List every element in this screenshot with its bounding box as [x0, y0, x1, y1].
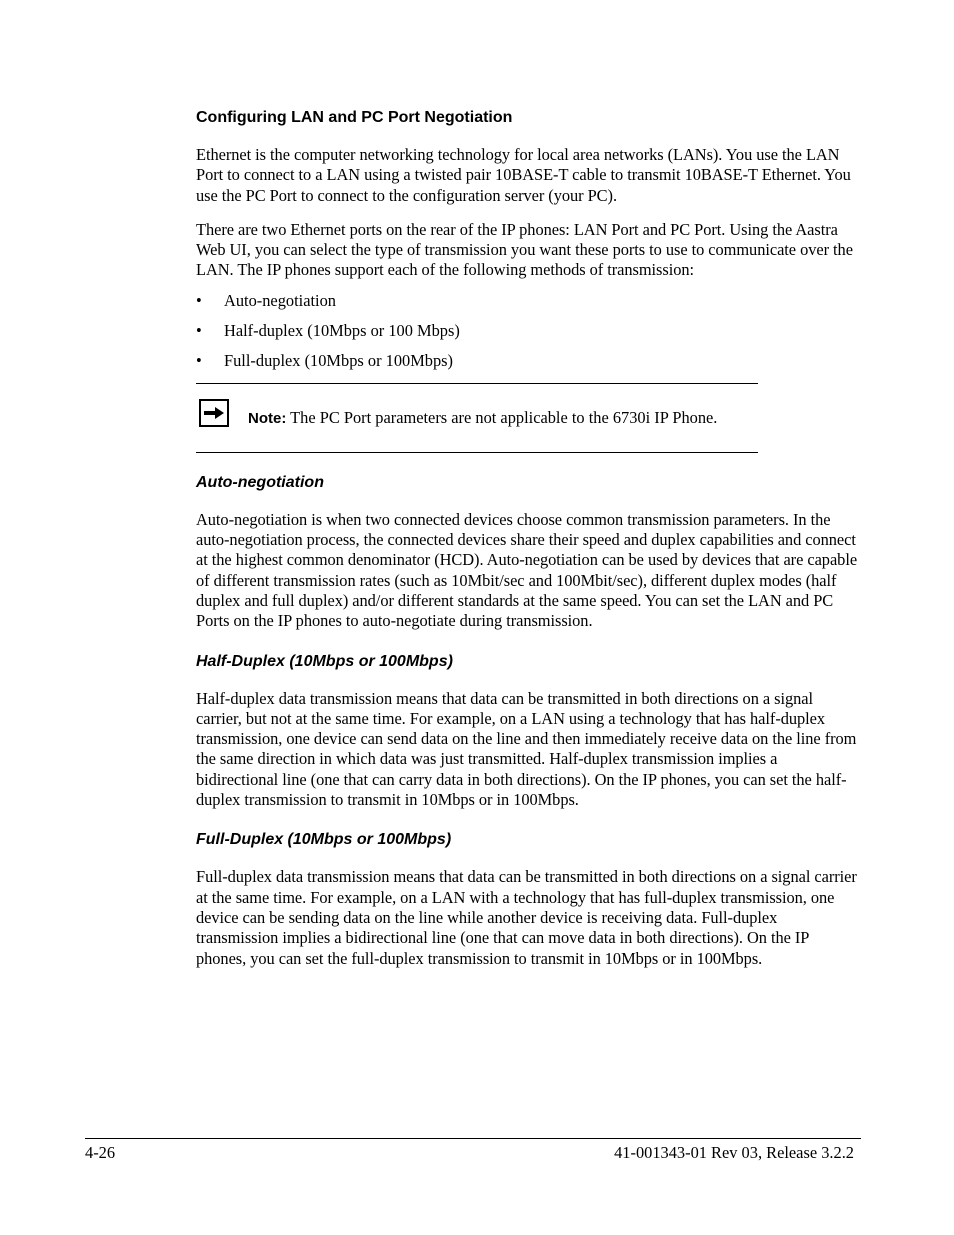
intro-paragraph-2: There are two Ethernet ports on the rear of the IP phones: LAN Port and PC Port. Using the Aastra Web UI, you can select the type of transmission you want these ports to use to communicate over the LAN. The IP phones support each of the following methods of transmission:: [196, 219, 853, 280]
auto-negotiation-paragraph: Auto-negotiation is when two connected devices choose common transmission parameters. In the auto-negotiation process, the connected devices share their speed and duplex capabilities and connect at the highest common denominator (HCD). Auto-negotiation can be used by devices that are capable of different transmission rates (such as 10Mbit/sec and 100Mbit/sec), different duplex modes (half duplex and full duplex) and/or different standards at the same speed. You can set the LAN and PC Ports on the IP phones to auto-negotiate during transmission.: [196, 509, 858, 631]
section-title: Configuring LAN and PC Port Negotiation: [196, 109, 513, 126]
full-duplex-paragraph: Full-duplex data transmission means that data can be transmitted in both directions on a signal carrier at the same time. For example, on a LAN with a technology that has full-duplex transmission, one device can be sending data on the line while another device is receiving data. Full-duplex transmission implies a bidirectional line (one that can move data in both directions). On the IP phones, you can set the full-duplex transmission to transmit in 10Mbps or in 100Mbps.: [196, 867, 857, 968]
document-id: 41-001343-01 Rev 03, Release 3.2.2: [614, 1143, 854, 1162]
note-box: [196, 383, 758, 453]
list-item: • Full-duplex (10Mbps or 100Mbps): [196, 350, 454, 370]
half-duplex-heading: Half-Duplex (10Mbps or 100Mbps): [196, 652, 453, 670]
arrow-right-icon: [199, 399, 229, 427]
intro-paragraph-1: Ethernet is the computer networking technology for local area networks (LANs). You use the LAN Port to connect to a LAN using a twisted pair 10BASE-T cable to transmit 10BASE-T Ethernet. You use the PC Port to connect to the configuration server (your PC).: [196, 145, 851, 205]
half-duplex-paragraph: Half-duplex data transmission means that data can be transmitted in both directions on a signal carrier, but not at the same time. For example, on a LAN using a technology that has half-duplex transmission, one device can send data on the line and then immediately receive data on the line from the same direction in which data was just transmitted. Half-duplex transmission implies a bidirectional line (one that can carry data in both directions). On the IP phones, you can set the half-duplex transmission to transmit in 10Mbps or in 100Mbps.: [196, 688, 857, 810]
bullet-glyph: •: [196, 350, 202, 370]
page-number: 4-26: [85, 1143, 116, 1162]
bullet-glyph: •: [196, 290, 202, 310]
auto-negotiation-heading: Auto-negotiation: [196, 473, 324, 491]
note-text: [248, 408, 717, 428]
list-item: • Auto-negotiation: [196, 290, 336, 310]
note-body: The PC Port parameters are not applicable to the 6730i IP Phone.: [286, 407, 718, 427]
bullet-glyph: •: [196, 320, 202, 340]
list-item: • Half-duplex (10Mbps or 100 Mbps): [196, 320, 460, 340]
full-duplex-heading: Full-Duplex (10Mbps or 100Mbps): [196, 831, 452, 849]
footer-divider: [85, 1138, 861, 1139]
transmission-methods-list: [196, 291, 861, 381]
page-content: [196, 108, 861, 969]
note-label: Note:: [248, 409, 287, 427]
